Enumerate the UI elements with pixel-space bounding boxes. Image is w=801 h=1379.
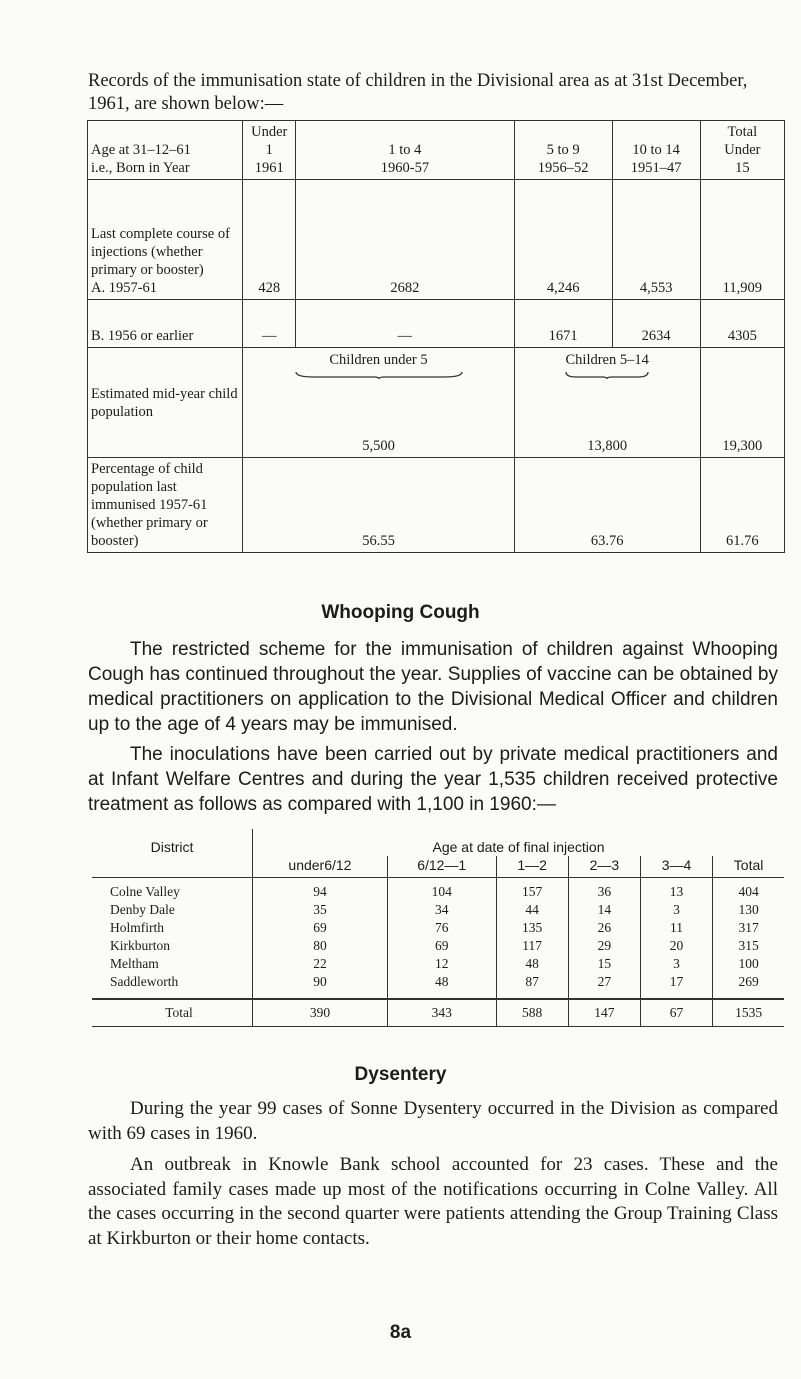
dysentery-para-2: An outbreak in Knowle Bank school accounted for 23 cases. These and the associated family cases made up most of the notifications occurring in Colne Valley. All the cases occurring in the second quarter were patients attending the Group Training Class at Kirkburton or their home contacts. <box>88 1154 778 1249</box>
whooping-para-1: The restricted scheme for the immunisation of children against Whooping Cough has continued throughout the year. Supplies of vaccine can be obtained by medical practitioners on application to the Divisional Medical Officer and children up to the age of 4 years may be immunised. <box>88 639 778 735</box>
table-cell: 104 <box>387 878 496 902</box>
table-cell: 269 <box>713 973 784 999</box>
brace-icon <box>564 371 650 379</box>
table-cell: 15 <box>568 955 640 973</box>
col-total: Total <box>713 856 784 878</box>
row-c-label: Estimated mid-year child population <box>88 348 243 458</box>
table-cell: 117 <box>496 937 568 955</box>
table-row <box>92 937 784 955</box>
district-name: Colne Valley <box>92 878 253 902</box>
row-a-value: 11,909 <box>700 180 784 300</box>
table-cell: 317 <box>713 919 784 937</box>
row-b-value: 1671 <box>514 300 612 348</box>
district-name: Denby Dale <box>92 901 253 919</box>
table-cell: 35 <box>313 902 327 917</box>
row-b-value: 4305 <box>700 300 784 348</box>
children-under-5-cell <box>243 348 514 458</box>
district-header: District <box>92 829 253 878</box>
dysentery-para-1: During the year 99 cases of Sonne Dysentery occurred in the Division as compared with 69 cases in 1960. <box>88 1098 778 1144</box>
group-label-under5: Children under 5 <box>329 352 428 368</box>
district-name: Meltham <box>92 955 253 973</box>
row-d-value: 63.76 <box>514 458 700 553</box>
table-cell: 130 <box>713 901 784 919</box>
whooping-cough-heading: Whooping Cough <box>321 602 480 623</box>
table-cell: 69 <box>313 920 327 935</box>
col-2-3: 2—3 <box>568 856 640 878</box>
total-cell: 588 <box>496 999 568 1027</box>
group-label-5to14: Children 5–14 <box>565 352 649 368</box>
table-cell: 94 <box>313 884 327 899</box>
col-header-1to4: 1 to 4 1960-57 <box>296 121 515 180</box>
brace-icon <box>294 371 464 379</box>
table-cell: 3 <box>640 901 712 919</box>
row-a-value: 428 <box>243 180 296 300</box>
table1-header-row <box>88 121 785 180</box>
col-header-under1: Under 1 1961 <box>243 121 296 180</box>
table-cell: 22 <box>313 956 327 971</box>
table-cell: 3 <box>640 955 712 973</box>
table-row <box>92 955 784 973</box>
intro-text: Records of the immunisation state of children in the Divisional area as at 31st December, 1961, are shown below:— <box>88 71 748 114</box>
row-a-value: 4,246 <box>514 180 612 300</box>
table-cell: 26 <box>568 919 640 937</box>
row-d <box>88 458 785 553</box>
whooping-cough-table <box>92 829 784 1027</box>
row-a-label: Last complete course of injections (whether primary or booster) A. 1957-61 <box>88 180 243 300</box>
total-cell: 390 <box>253 999 388 1027</box>
col-under6-12: under6/12 <box>253 856 388 878</box>
table-row <box>92 901 784 919</box>
children-5-14-cell <box>514 348 700 458</box>
table-cell: 48 <box>387 973 496 999</box>
row-a-value: 4,553 <box>612 180 700 300</box>
table-cell: 157 <box>496 878 568 902</box>
table-cell: 13 <box>640 878 712 902</box>
table-cell: 12 <box>387 955 496 973</box>
col-header-5to9: 5 to 9 1956–52 <box>514 121 612 180</box>
district-name: Kirkburton <box>92 937 253 955</box>
row-c-value: 19,300 <box>700 348 784 458</box>
row-c <box>88 348 785 458</box>
table-cell: 36 <box>568 878 640 902</box>
table-cell: 90 <box>313 974 327 989</box>
table-cell: 27 <box>568 973 640 999</box>
table-cell: 76 <box>387 919 496 937</box>
col-header-10to14: 10 to 14 1951–47 <box>612 121 700 180</box>
table-cell: 404 <box>713 878 784 902</box>
row-b-label: B. 1956 or earlier <box>88 300 243 348</box>
table-cell: 315 <box>713 937 784 955</box>
col-1-2: 1—2 <box>496 856 568 878</box>
total-label: Total <box>92 999 253 1027</box>
table-cell: 69 <box>387 937 496 955</box>
immunisation-state-table <box>87 120 785 553</box>
table-row <box>92 973 784 999</box>
table-cell: 29 <box>568 937 640 955</box>
table-cell: 14 <box>568 901 640 919</box>
row-b <box>88 300 785 348</box>
district-name: Holmfirth <box>92 919 253 937</box>
page-number: 8a <box>389 1322 412 1343</box>
age-label: Age at 31–12–61 <box>91 142 191 158</box>
age-at-injection-header: Age at date of final injection <box>432 839 605 855</box>
table-cell: 100 <box>713 955 784 973</box>
total-row <box>92 999 784 1027</box>
row-a <box>88 180 785 300</box>
table-cell: 48 <box>496 955 568 973</box>
table-row <box>92 878 784 902</box>
table-cell: 20 <box>640 937 712 955</box>
row-c-value: 5,500 <box>362 438 395 454</box>
col-3-4: 3—4 <box>640 856 712 878</box>
col-header-total: Total Under 15 <box>700 121 784 180</box>
row-b-value: — <box>243 300 296 348</box>
whooping-para-2: The inoculations have been carried out by private medical practitioners and at Infant Welfare Centres and during the year 1,535 children received protective treatment as follows as compared with 1,100 in 1960:— <box>88 744 778 815</box>
total-cell: 147 <box>568 999 640 1027</box>
row-b-value: — <box>296 300 515 348</box>
total-cell: 1535 <box>713 999 784 1027</box>
total-cell: 67 <box>640 999 712 1027</box>
row-d-label: Percentage of child population last immunised 1957-61 (whether primary or booster) <box>88 458 243 553</box>
age-header <box>88 121 243 180</box>
col-6-12-1: 6/12—1 <box>387 856 496 878</box>
row-c-value: 13,800 <box>587 438 628 454</box>
table-cell: 135 <box>496 919 568 937</box>
row-d-value: 61.76 <box>700 458 784 553</box>
table-cell: 11 <box>640 919 712 937</box>
row-b-value: 2634 <box>612 300 700 348</box>
district-name: Saddleworth <box>92 973 253 999</box>
table-cell: 87 <box>496 973 568 999</box>
table-cell: 34 <box>387 901 496 919</box>
dysentery-heading: Dysentery <box>354 1064 447 1085</box>
row-a-value: 2682 <box>296 180 515 300</box>
age-sub: i.e., Born in Year <box>91 160 190 176</box>
total-cell: 343 <box>387 999 496 1027</box>
table-row <box>92 919 784 937</box>
row-d-value: 56.55 <box>243 458 514 553</box>
table-cell: 17 <box>640 973 712 999</box>
table2-header-row <box>92 829 784 856</box>
table-cell: 44 <box>496 901 568 919</box>
table-cell: 80 <box>313 938 327 953</box>
